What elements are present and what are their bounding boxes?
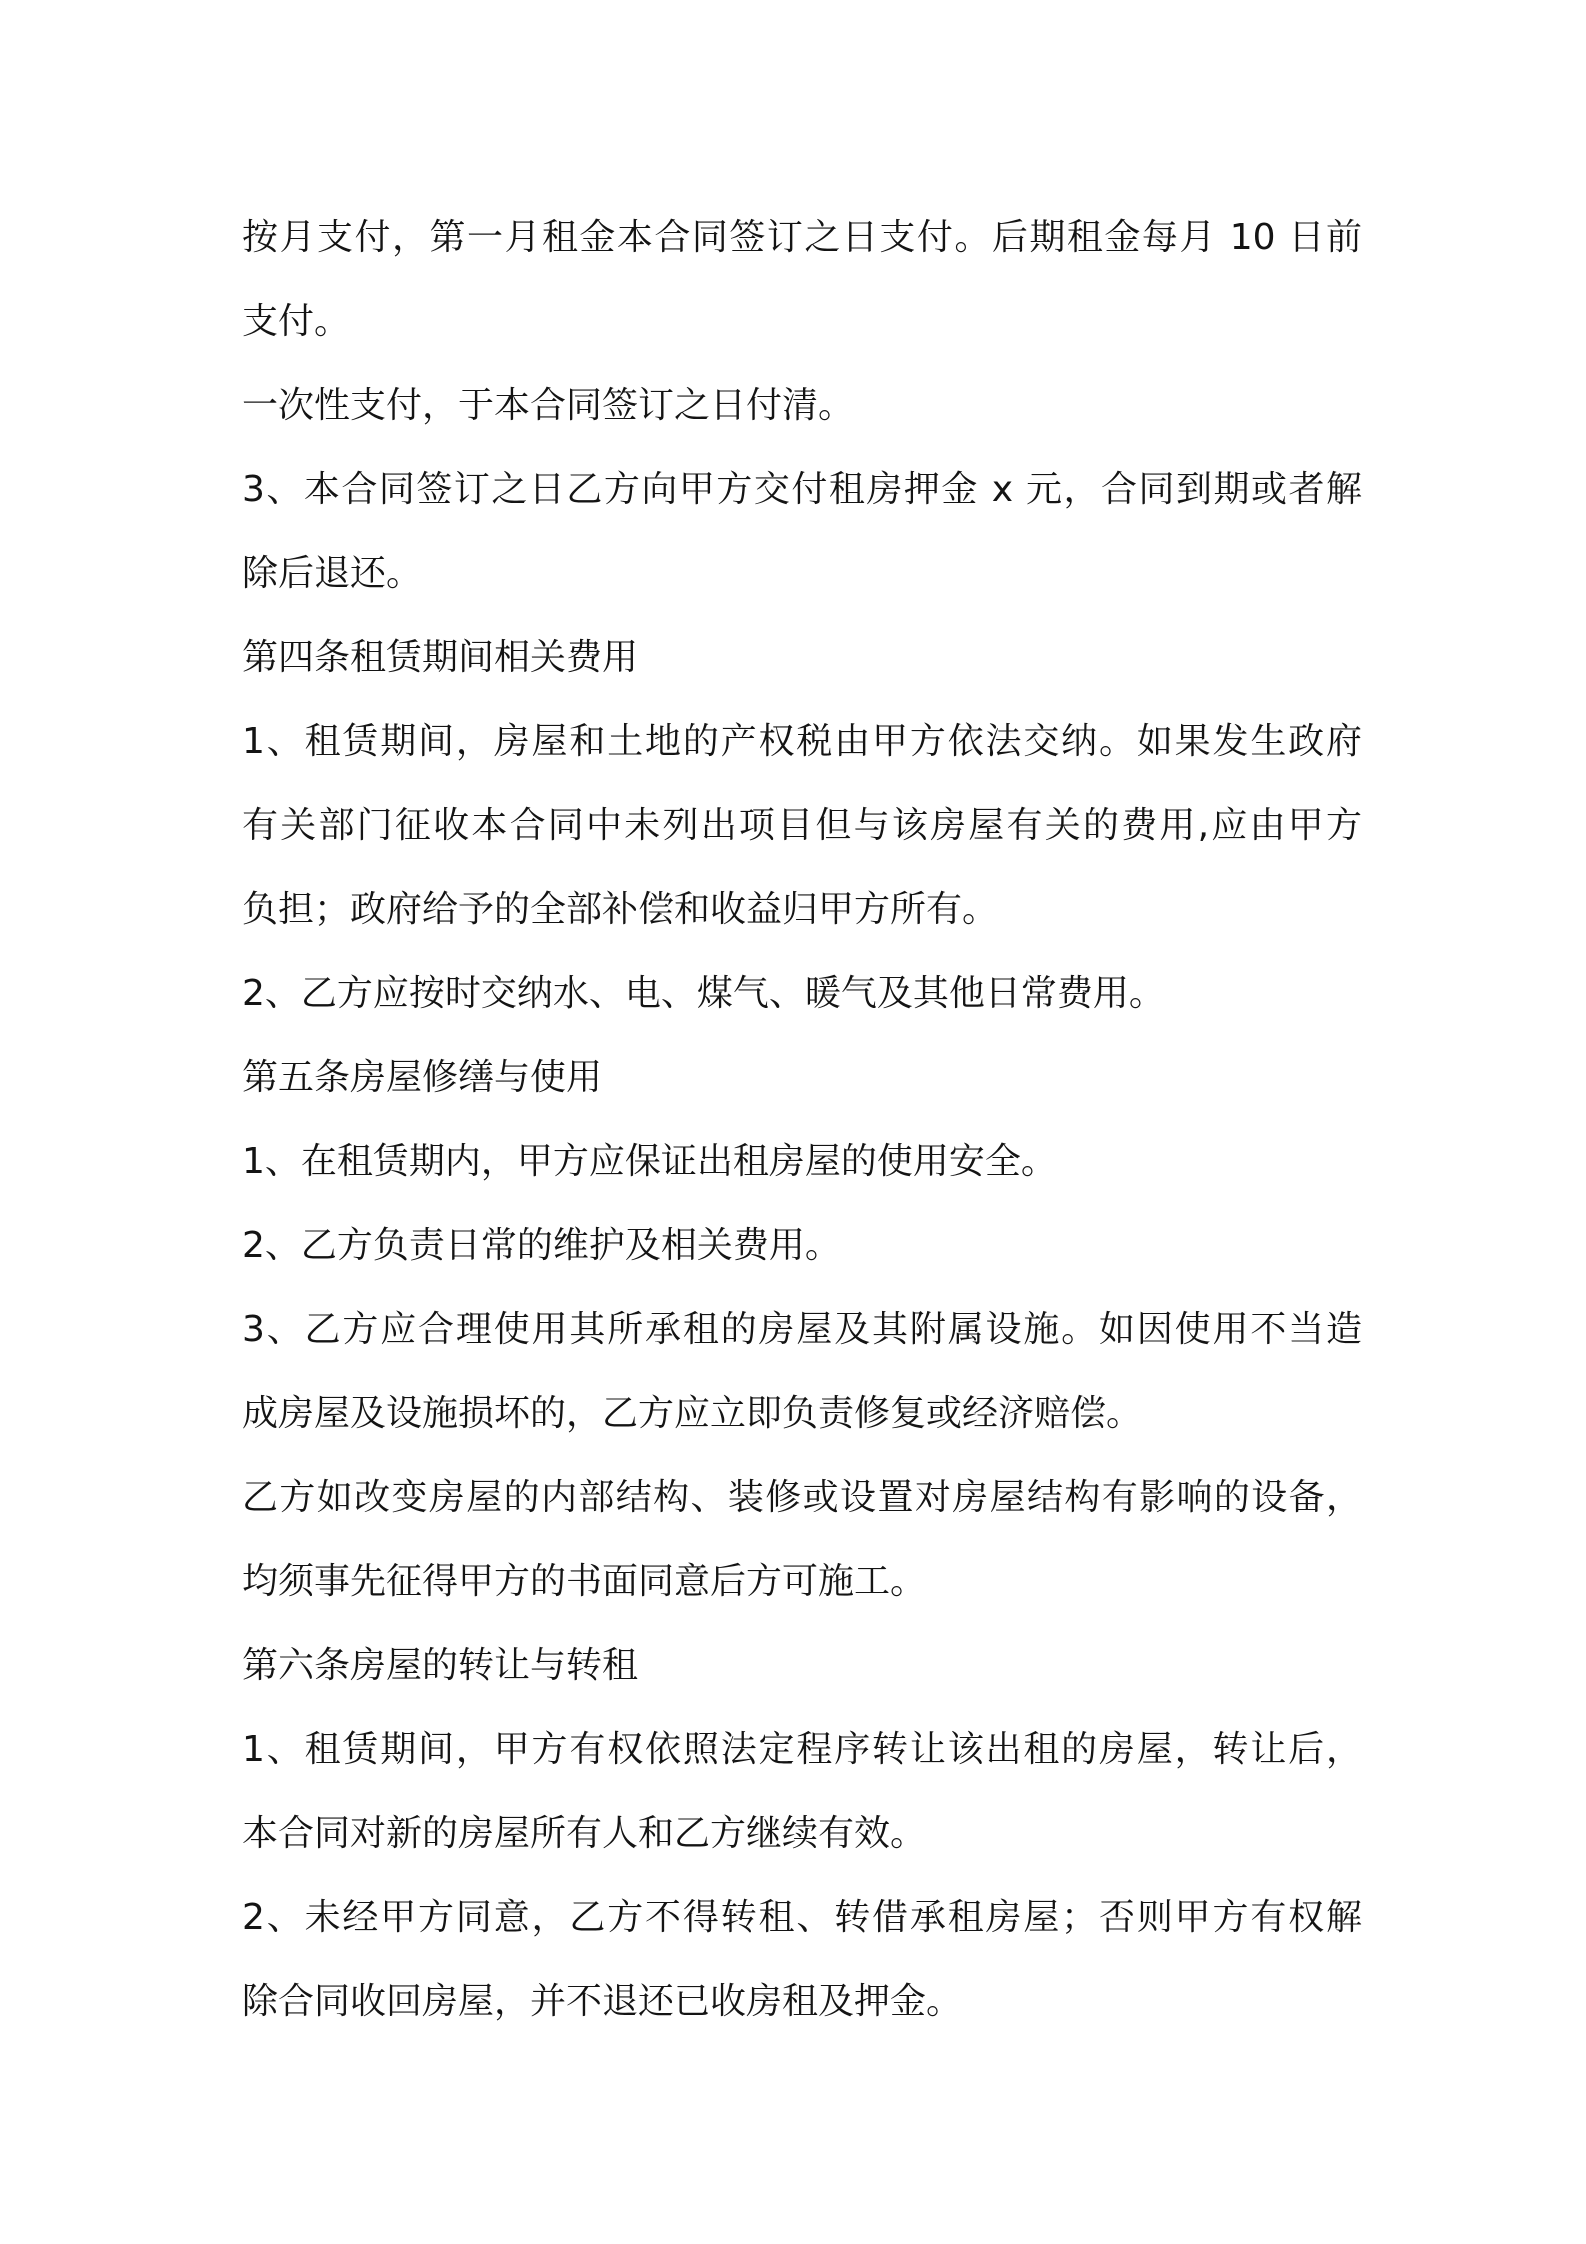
text-line: 除后退还。 xyxy=(242,553,423,594)
section-heading-article-4: 第四条租赁期间相关费用 xyxy=(242,637,639,678)
text-line: 3、本合同签订之日乙方向甲方交付租房押金 x 元，合同到期或者解 xyxy=(242,469,1362,510)
text-line: 支付。 xyxy=(242,301,351,342)
text-line: 2、未经甲方同意，乙方不得转租、转借承租房屋；否则甲方有权解 xyxy=(242,1897,1362,1938)
text-line: 按月支付，第一月租金本合同签订之日支付。后期租金每月 10 日前 xyxy=(242,217,1362,258)
text-line: 均须事先征得甲方的书面同意后方可施工。 xyxy=(242,1561,927,1602)
text-line: 成房屋及设施损坏的，乙方应立即负责修复或经济赔偿。 xyxy=(242,1393,1143,1434)
text-line: 1、租赁期间，房屋和土地的产权税由甲方依法交纳。如果发生政府 xyxy=(242,721,1362,762)
text-line: 3、乙方应合理使用其所承租的房屋及其附属设施。如因使用不当造 xyxy=(242,1309,1362,1350)
contract-page xyxy=(242,196,1362,2044)
section-heading-article-5: 第五条房屋修缮与使用 xyxy=(242,1057,603,1098)
text-line: 2、乙方应按时交纳水、电、煤气、暖气及其他日常费用。 xyxy=(242,973,1165,1014)
text-line: 乙方如改变房屋的内部结构、装修或设置对房屋结构有影响的设备， xyxy=(242,1477,1362,1518)
text-line: 一次性支付，于本合同签订之日付清。 xyxy=(242,385,855,426)
text-line: 有关部门征收本合同中未列出项目但与该房屋有关的费用,应由甲方 xyxy=(242,805,1362,846)
text-line: 除合同收回房屋，并不退还已收房租及押金。 xyxy=(242,1981,963,2022)
text-line: 1、租赁期间，甲方有权依照法定程序转让该出租的房屋，转让后， xyxy=(242,1729,1362,1770)
text-line: 负担；政府给予的全部补偿和收益归甲方所有。 xyxy=(242,889,999,930)
text-line: 1、在租赁期内，甲方应保证出租房屋的使用安全。 xyxy=(242,1141,1057,1182)
text-line: 本合同对新的房屋所有人和乙方继续有效。 xyxy=(242,1813,927,1854)
text-line: 2、乙方负责日常的维护及相关费用。 xyxy=(242,1225,841,1266)
section-heading-article-6: 第六条房屋的转让与转租 xyxy=(242,1645,639,1686)
